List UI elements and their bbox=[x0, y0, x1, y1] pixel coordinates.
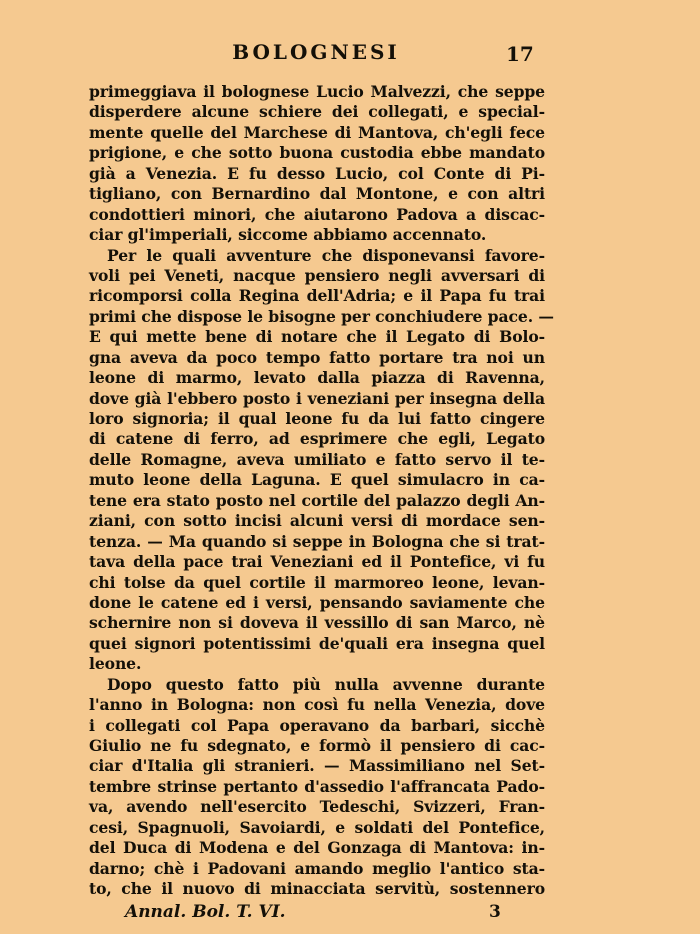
text-line: ricomporsi colla Regina dell'Adria; e il Papa fu trai bbox=[89, 286, 545, 306]
text-line: chi tolse da quel cortile il marmoreo leone, levan- bbox=[89, 572, 545, 592]
text-line: schernire non si doveva il vessillo di san Marco, nè bbox=[89, 613, 545, 633]
signature-mark: Annal. Bol. T. VI. bbox=[125, 902, 286, 922]
text-line: del Duca di Modena e del Gonzaga di Mantova: in- bbox=[89, 838, 545, 858]
text-line: done le catene ed i versi, pensando saviamente che bbox=[89, 592, 545, 612]
signature-number: 3 bbox=[489, 902, 501, 922]
text-line: tava della pace trai Veneziani ed il Pontefice, vi fu bbox=[89, 552, 545, 572]
text-line: tigliano, con Bernardino dal Montone, e con altri bbox=[89, 184, 545, 204]
text-line: E qui mette bene di notare che il Legato di Bolo- bbox=[89, 327, 545, 347]
text-line: tenza. — Ma quando si seppe in Bologna che si trat- bbox=[89, 531, 545, 551]
text-line: condottieri minori, che aiutarono Padova a discac- bbox=[89, 204, 545, 224]
text-line: disperdere alcune schiere dei collegati, e special- bbox=[89, 102, 545, 122]
text-line: l'anno in Bologna: non così fu nella Venezia, dove bbox=[89, 695, 545, 715]
text-line: tene era stato posto nel cortile del palazzo degli An- bbox=[89, 490, 545, 510]
text-line: primeggiava il bolognese Lucio Malvezzi, che seppe bbox=[89, 82, 545, 101]
text-line: tembre strinse pertanto d'assedio l'affrancata Pado- bbox=[89, 776, 545, 796]
text-line: voli pei Veneti, nacque pensiero negli avversari di bbox=[89, 265, 545, 285]
text-line: mente quelle del Marchese di Mantova, ch'egli fece bbox=[89, 122, 545, 142]
text-line: darno; chè i Padovani amando meglio l'antico sta- bbox=[89, 858, 545, 878]
text-line: ciar gl'imperiali, siccome abbiamo accennato. bbox=[89, 225, 487, 245]
text-line: prigione, e che sotto buona custodia ebbe mandato bbox=[89, 143, 545, 163]
text-line: ciar d'Italia gli stranieri. — Massimiliano nel Set- bbox=[89, 756, 545, 776]
text-line: quei signori potentissimi de'quali era insegna quel bbox=[89, 633, 545, 653]
text-line: dove già l'ebbero posto i veneziani per insegna della bbox=[89, 388, 545, 408]
text-line: delle Romagne, aveva umiliato e fatto servo il te- bbox=[89, 449, 545, 469]
text-line: primi che dispose le bisogne per conchiudere pace. — bbox=[89, 306, 554, 326]
text-line: muto leone della Laguna. E quel simulacro in ca- bbox=[89, 470, 545, 490]
paragraph-start-line: Dopo questo fatto più nulla avvenne durante bbox=[107, 674, 545, 694]
text-line: leone. bbox=[89, 654, 142, 674]
text-line: gna aveva da poco tempo fatto portare tra noi un bbox=[89, 347, 545, 367]
text-line: loro signoria; il qual leone fu da lui fatto cingere bbox=[89, 409, 545, 428]
text-line: leone di marmo, levato dalla piazza di Ravenna, bbox=[89, 368, 545, 388]
text-line: Giulio ne fu sdegnato, e formò il pensiero di cac- bbox=[89, 736, 545, 755]
text-line: i collegati col Papa operavano da barbari, sicchè bbox=[89, 715, 545, 735]
page-number: 17 bbox=[506, 42, 534, 66]
text-line: ziani, con sotto incisi alcuni versi di mordace sen- bbox=[89, 511, 545, 531]
body-text bbox=[89, 82, 554, 900]
paragraph-start-line: Per le quali avventure che disponevansi favore- bbox=[107, 245, 545, 265]
text-line: va, avendo nell'esercito Tedeschi, Svizzeri, Fran- bbox=[89, 797, 545, 817]
running-header-title: BOLOGNESI bbox=[232, 40, 400, 64]
text-line: cesi, Spagnuoli, Savoiardi, e soldati del Pontefice, bbox=[89, 817, 545, 837]
text-line: già a Venezia. E fu desso Lucio, col Conte di Pi- bbox=[89, 163, 545, 183]
text-line: to, che il nuovo di minacciata servitù, sostennero bbox=[89, 879, 545, 899]
text-line: di catene di ferro, ad esprimere che egli, Legato bbox=[89, 429, 545, 449]
